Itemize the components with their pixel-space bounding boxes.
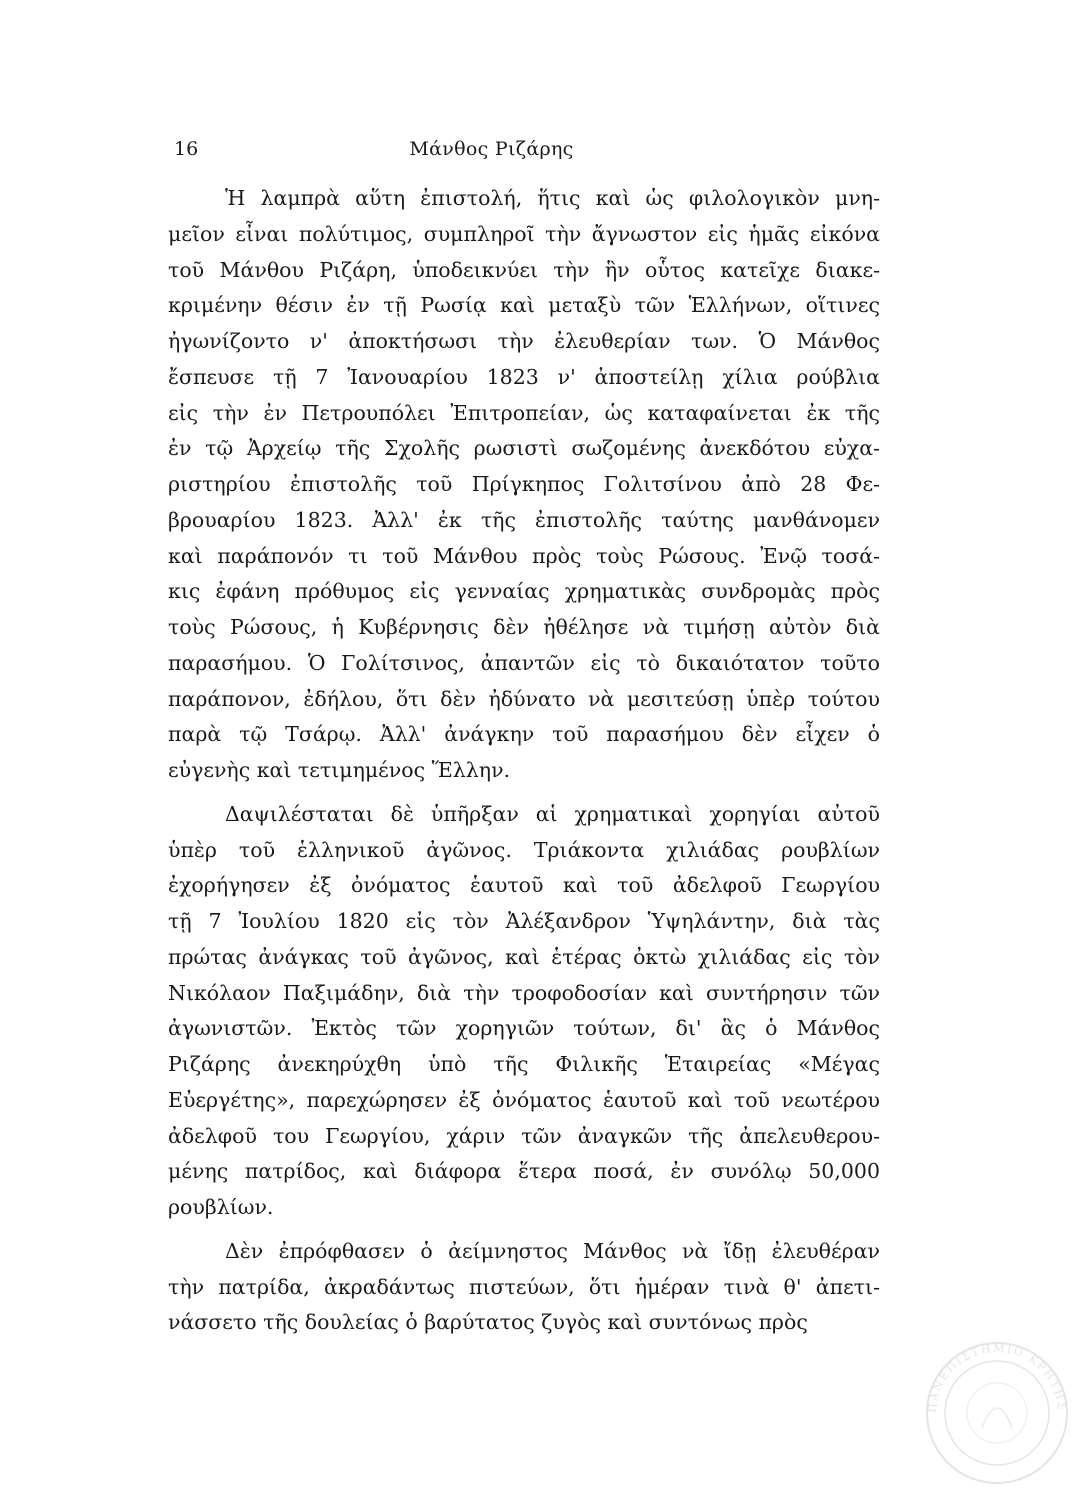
text-line: τοὺς Ρώσους, ἡ Κυβέρνησις δὲν ἠθέλησε νὰ τιμήσῃ αὐτὸν διὰ <box>168 615 880 639</box>
stamp-text: ΠΑΝΕΠΙΣΤΗΜΙΟ ΚΡΗΤΗΣ <box>925 1341 1069 1414</box>
page-number: 16 <box>174 138 199 160</box>
svg-text:ΠΑΝΕΠΙΣΤΗΜΙΟ ΚΡΗΤΗΣ <box>926 1342 1068 1414</box>
running-head: Μάνθος Ριζάρης <box>409 138 574 160</box>
text-line: παρασήμου. Ὁ Γολίτσινος, ἀπαντῶν εἰς τὸ δικαιότατον τοῦτο <box>168 650 880 675</box>
text-line: Εὐεργέτης», παρεχώρησεν ἐξ ὀνόματος ἑαυτοῦ καὶ τοῦ νεωτέρου <box>168 1087 880 1112</box>
text-line: καὶ παράπονόν τι τοῦ Μάνθου πρὸς τοὺς Ρώσους. Ἐνῷ τοσά- <box>168 543 880 568</box>
text-line: ἠγωνίζοντο ν' ἀποκτήσωσι τὴν ἐλευθερίαν των. Ὁ Μάνθος <box>168 329 880 353</box>
text-line: εὐγενὴς καὶ τετιμημένος Ἕλλην. <box>168 758 511 782</box>
text-line: μένης πατρίδος, καὶ διάφορα ἕτερα ποσά, ἐν συνόλῳ 50,000 <box>168 1159 880 1184</box>
body-text <box>168 181 880 1341</box>
text-line: πρώτας ἀνάγκας τοῦ ἀγῶνος, καὶ ἑτέρας ὀκτὼ χιλιάδας εἰς τὸν <box>168 944 880 969</box>
text-line: εἰς τὴν ἐν Πετρουπόλει Ἐπιτροπείαν, ὡς καταφαίνεται ἐκ τῆς <box>168 400 880 425</box>
text-line: Δὲν ἐπρόφθασεν ὁ ἀείμνηστος Μάνθος νὰ ἴδῃ ἐλευθέραν <box>225 1238 880 1263</box>
text-line: παρὰ τῷ Τσάρῳ. Ἀλλ' ἀνάγκην τοῦ παρασήμου δὲν εἶχεν ὁ <box>168 722 880 747</box>
university-library-seal-icon <box>922 1338 1072 1488</box>
text-line: βρουαρίου 1823. Ἀλλ' ἐκ τῆς ἐπιστολῆς ταύτης μανθάνομεν <box>168 507 880 532</box>
text-line: ὑπὲρ τοῦ ἑλληνικοῦ ἀγῶνος. Τριάκοντα χιλιάδας ρουβλίων <box>168 837 880 862</box>
text-line: νάσσετο τῆς δουλείας ὁ βαρύτατος ζυγὸς καὶ συντόνως πρὸς <box>168 1310 808 1335</box>
text-line: κις ἐφάνη πρόθυμος εἰς γενναίας χρηματικὰς συνδρομὰς πρὸς <box>168 579 880 604</box>
text-line: τῇ 7 Ἰουλίου 1820 εἰς τὸν Ἀλέξανδρον Ὑψηλάντην, διὰ τὰς <box>168 909 880 933</box>
text-line: ἀγωνιστῶν. Ἐκτὸς τῶν χορηγιῶν τούτων, δι' ἃς ὁ Μάνθος <box>168 1016 880 1041</box>
text-line: ἐχορήγησεν ἐξ ὀνόματος ἑαυτοῦ καὶ τοῦ ἀδελφοῦ Γεωργίου <box>168 873 880 898</box>
text-line: Ἡ λαμπρὰ αὕτη ἐπιστολή, ἥτις καὶ ὡς φιλολογικὸν μνη- <box>225 186 880 210</box>
text-line: Νικόλαον Παξιμάδην, διὰ τὴν τροφοδοσίαν καὶ συντήρησιν τῶν <box>168 980 880 1005</box>
text-line: Ριζάρης ἀνεκηρύχθη ὑπὸ τῆς Φιλικῆς Ἑταιρείας «Μέγας <box>168 1052 880 1076</box>
text-line: παράπονον, ἐδήλου, ὅτι δὲν ἠδύνατο νὰ μεσιτεύσῃ ὑπὲρ τούτου <box>168 686 880 711</box>
text-line: ἔσπευσε τῇ 7 Ἰανουαρίου 1823 ν' ἀποστείλῃ χίλια ρούβλια <box>168 364 880 389</box>
text-line: τοῦ Μάνθου Ριζάρη, ὑποδεικνύει τὴν ἣν οὗτος κατεῖχε διακε- <box>168 257 880 282</box>
text-line: Δαψιλέσταται δὲ ὑπῆρξαν αἱ χρηματικαὶ χορηγίαι αὐτοῦ <box>225 801 880 826</box>
text-line: ἐν τῷ Ἀρχείῳ τῆς Σχολῆς ρωσιστὶ σωζομένης ἀνεκδότου εὐχα- <box>168 436 880 461</box>
text-line: τὴν πατρίδα, ἀκραδάντως πιστεύων, ὅτι ἡμέραν τινὰ θ' ἀπετι- <box>168 1274 880 1299</box>
text-line: κριμένην θέσιν ἐν τῇ Ρωσίᾳ καὶ μεταξὺ τῶν Ἑλλήνων, οἵτινες <box>168 293 880 318</box>
text-line: ἀδελφοῦ του Γεωργίου, χάριν τῶν ἀναγκῶν τῆς ἀπελευθερου- <box>168 1123 880 1148</box>
text-line: μεῖον εἶναι πολύτιμος, συμπληροῖ τὴν ἄγνωστον εἰς ἡμᾶς εἰκόνα <box>168 221 880 246</box>
text-line: ριστηρίου ἐπιστολῆς τοῦ Πρίγκηπος Γολιτσίνου ἀπὸ 28 Φε- <box>168 472 880 496</box>
text-line: ρουβλίων. <box>168 1195 274 1219</box>
